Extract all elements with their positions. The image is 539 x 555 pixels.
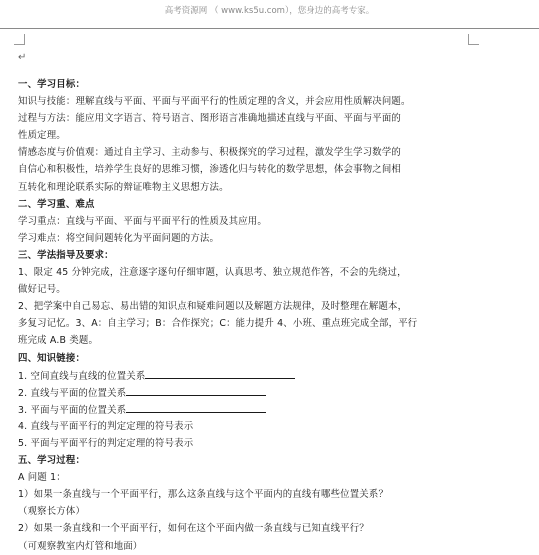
text-line [18,332,523,349]
text-line [18,520,523,537]
text-line [18,435,523,452]
line-text: 1）如果一条直线与一个平面平行，那么这条直线与这个平面内的直线有哪些位置关系？ [18,489,389,501]
text-line [18,298,523,315]
text-line [18,127,523,144]
line-text: 自信心和积极性，培养学生良好的思维习惯，渗透化归与转化的数学思想，体会事物之间相 [18,164,402,176]
line-text: 性质定理。 [18,130,66,142]
line-text: 2. 直线与平面的位置关系 [18,387,127,399]
text-line [18,384,523,401]
line-text: （可观察教室内灯管和地面） [18,540,143,552]
header-text: 高考资源网 （ www.ks5u.com），您身边的高考专家。 [164,6,375,16]
text-line [18,469,523,486]
line-text: 过程与方法：能应用文字语言、符号语言、图形语言准确地描述直线与平面、平面与平面的 [18,113,402,125]
text-line [18,230,523,247]
fill-in-blank[interactable] [126,384,266,396]
line-text: 一、学习目标： [18,79,86,90]
line-text: 1. 空间直线与直线的位置关系 [18,370,146,382]
line-text: 情感态度与价值观：通过自主学习、主动参与、积极探究的学习过程，激发学生学习数学的 [18,147,402,159]
text-line [18,538,523,555]
line-text: （观察长方体） [18,506,86,518]
line-text: 二、学习重、难点 [18,198,95,210]
document-body[interactable] [18,76,523,555]
section-heading [18,452,523,469]
paragraph-mark-icon: ↵ [18,52,27,63]
text-line [18,110,523,127]
text-line [18,264,523,281]
line-text: 做好记号。 [18,284,66,296]
text-line [18,161,523,178]
line-text: 3. 平面与平面的位置关系 [18,404,127,416]
header-rule [0,28,539,29]
line-text: 1、限定 45 分钟完成，注意逐字逐句仔细审题，认真思考、独立规范作答，不会的先绕过， [18,267,407,279]
section-heading [18,350,523,367]
text-line [18,93,523,110]
line-text: 三、学法指导及要求： [18,249,114,261]
line-text: 五、学习过程： [18,455,86,467]
text-line [18,179,523,196]
line-text: 学习难点：将空间问题转化为平面问题的方法。 [18,232,220,244]
line-text: 互转化和理论联系实际的辩证唯物主义思想方法。 [18,181,229,193]
text-line [18,367,523,384]
line-text: 5. 平面与平面平行的判定定理的符号表示 [18,437,194,449]
text-line [18,144,523,161]
line-text: 多复习记忆。3、A：自主学习；B：合作探究；C：能力提升 4、小班、重点班完成全部，平行 [18,318,418,330]
section-heading [18,247,523,264]
margin-corner-left [14,34,25,45]
fill-in-blank[interactable] [145,367,295,379]
text-line [18,486,523,503]
line-text: A 问题 1： [18,472,66,484]
line-text: 学习重点：直线与平面、平面与平面平行的性质及其应用。 [18,215,267,227]
text-line [18,401,523,418]
line-text: 知识与技能：理解直线与平面、平面与平面平行的性质定理的含义，并会应用性质解决问题。 [18,96,411,108]
text-line [18,418,523,435]
line-text: 4. 直线与平面平行的判定定理的符号表示 [18,420,194,432]
text-line [18,281,523,298]
page-header [0,0,539,30]
margin-corner-right [468,34,479,45]
section-heading [18,196,523,213]
line-text: 2）如果一条直线和一个平面平行，如何在这个平面内做一条直线与已知直线平行？ [18,523,369,535]
text-line [18,213,523,230]
text-line [18,315,523,332]
text-line [18,503,523,520]
section-heading [18,76,523,93]
line-text: 四、知识链接： [18,352,86,364]
line-text: 班完成 A.B 类题。 [18,335,99,347]
line-text: 2、把学案中自己易忘、易出错的知识点和疑难问题以及解题方法规律，及时整理在解题本， [18,301,408,313]
fill-in-blank[interactable] [126,401,266,413]
